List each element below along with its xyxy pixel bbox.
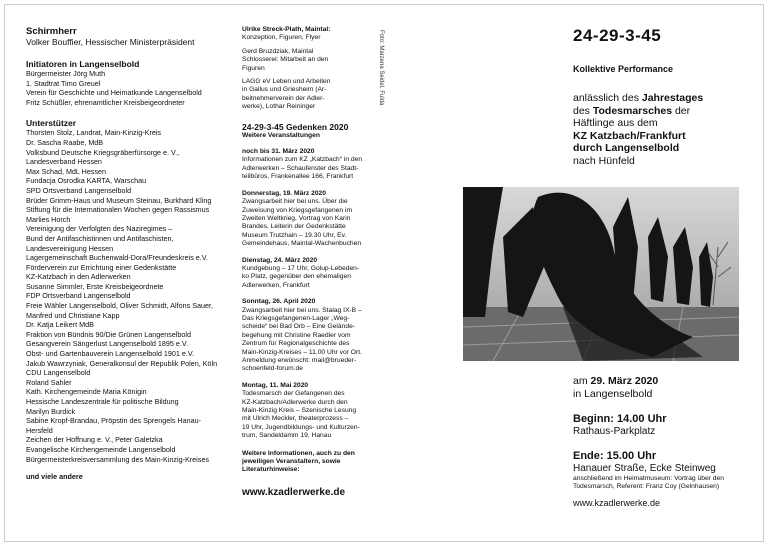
more-info-line: Literaturhinweise:: [242, 466, 300, 474]
supporters-list: [26, 128, 236, 464]
event-text-line: KZ-Katzbach/Adlerwerke durch den: [242, 398, 348, 406]
event-date: am 29. März 2020: [573, 375, 659, 387]
credit-ulrike-text: Konzeption, Figuren, Flyer: [242, 34, 321, 42]
credit-line: beitnehmerverein der Adler-: [242, 94, 325, 102]
events-column: [242, 26, 378, 498]
event-item: [242, 148, 378, 182]
supporters-title: Unterstützer: [26, 118, 77, 129]
description: anlässlich des Jahrestages des Todesmarsches der Häftlinge aus dem KZ Katzbach/Frankfurt durch Langenselbold nach Hünfeld: [573, 92, 704, 167]
initiator-line: Fritz Schüßler, ehrenamtlicher Kreisbeigeordneter: [26, 97, 185, 107]
event-text-line: Museum Trutzhain – 19.30 Uhr, Ev.: [242, 231, 347, 239]
supporter-line: Freie Wähler Langenselbold, Oliver Schmidt, Alfons Sauer,: [26, 301, 213, 311]
event-text-line: ko Platz, gegenüber den ehemaligen: [242, 273, 351, 281]
supporter-line: Fundacja Osrodka KARTA, Warschau: [26, 176, 147, 186]
after-event-line: anschließend im Heimatmuseum: Vortrag über den: [573, 475, 724, 482]
title-column: [573, 26, 753, 167]
event-place: in Langenselbold: [573, 388, 653, 400]
website-link-right[interactable]: www.kzadlerwerke.de: [573, 497, 661, 508]
credit-line: LAGG eV Leben und Arbeiten: [242, 78, 331, 86]
supporter-line: Landesverband Hessen: [26, 157, 102, 167]
event-text-line: Informationen zum KZ „Katzbach“ in den: [242, 156, 363, 164]
supporter-line: Hersfeld: [26, 425, 53, 435]
event-date-heading: Donnerstag, 19. März 2020: [242, 189, 326, 197]
event-item: [242, 298, 378, 374]
event-text-line: Zuweisung von Kriegsgefangenen im: [242, 206, 353, 214]
performance-photo: [463, 187, 739, 361]
event-text-line: Zwangsarbeit hier bei uns. Über die: [242, 198, 348, 206]
event-item: [242, 190, 378, 249]
gedenken-subtitle: Weitere Veranstaltungen: [242, 131, 320, 139]
credit-line: Figuren: [242, 64, 265, 72]
supporter-line: Lagergemeinschaft Buchenwald-Dora/Freundeskreis e.V.: [26, 253, 208, 263]
event-text-line: Anmeldung erwünscht: mail@brueder-: [242, 357, 357, 364]
credit-line: Gerd Bruzdziak, Maintal: [242, 47, 314, 55]
supporter-line: Evangelische Kirchengemeinde Langenselbold: [26, 444, 176, 454]
supporter-line: Manfred und Christiane Kapp: [26, 310, 120, 320]
event-item: [242, 382, 378, 441]
website-link[interactable]: www.kzadlerwerke.de: [242, 486, 346, 498]
patron-title: Schirmherr: [26, 26, 77, 37]
supporter-line: Roland Sahler: [26, 377, 72, 387]
credit-ulrike-name: Ulrike Streck-Plath, Maintal:: [242, 26, 331, 33]
supporter-line: KZ-Katzbach in den Adlerwerken: [26, 272, 131, 282]
supporter-line: Landesvereinigung Hessen: [26, 243, 114, 253]
after-event-note: [573, 475, 763, 492]
event-text-line: schoenfeld-forum.de: [242, 365, 303, 373]
supporter-line: Kath. Kirchengemeinde Maria Königin: [26, 387, 147, 397]
start-time: Beginn: 14.00 Uhr: [573, 413, 667, 425]
end-place: Hanauer Straße, Ecke Steinweg: [573, 463, 716, 474]
supporter-line: Jakub Wawrzyniak, Generalkonsul der Republik Polen, Köln: [26, 358, 218, 368]
supporter-line: Thorsten Stolz, Landrat, Main-Kinzig-Kreis: [26, 128, 162, 138]
supporter-line: FDP Ortsverband Langenselbold: [26, 291, 131, 301]
patron-name: Volker Bouffier, Hessischer Ministerpräsident: [26, 37, 195, 47]
after-event-line: Todesmarsch, Referent: Franz Coy (Gelnhausen): [573, 483, 720, 491]
start-place: Rathaus-Parkplatz: [573, 426, 656, 437]
supporter-line: SPD Ortsverband Langenselbold: [26, 185, 132, 195]
supporter-line: Max Schad, MdL Hessen: [26, 166, 107, 176]
supporter-line: Marlies Horch: [26, 214, 71, 224]
event-text-line: 19 Uhr, Jugendbildungs- und Kulturzen-: [242, 423, 360, 431]
event-text-line: Adlerwerken, Frankfurt: [242, 281, 310, 289]
supporter-line: Marilyn Burdick: [26, 406, 76, 416]
event-date-heading: Sonntag, 26. April 2020: [242, 298, 316, 306]
initiators-title: Initiatoren in Langenselbold: [26, 59, 140, 69]
event-text-line: mit Ulrich Meckler, theaterprozess –: [242, 415, 349, 423]
credit-gerd: [242, 48, 378, 73]
photo-credit: Foto: Marzena Seidel, Fulda: [378, 30, 384, 106]
initiators-list: [26, 69, 236, 107]
end-time: Ende: 15.00 Uhr: [573, 450, 657, 462]
supporter-line: Dr. Katja Leikert MdB: [26, 320, 94, 330]
event-text-line: begehung mit Christine Raedler vom: [242, 331, 351, 339]
event-text-line: Adlerwerken – Schaufenster des Stadt-: [242, 164, 359, 172]
supporter-line: Susanne Simmler, Erste Kreisbeigeordnete: [26, 281, 164, 291]
event-date-heading: noch bis 31. März 2020: [242, 148, 315, 156]
event-text-line: Kundgebung – 17 Uhr, Golup-Lebeden-: [242, 264, 360, 272]
supporter-line: Bürgermeisterkreisversammlung des Main-Kinzig-Kreises: [26, 454, 209, 464]
photo-illustration: [463, 187, 739, 361]
event-text-line: trum, Sandeldamm 19, Hanau: [242, 432, 332, 440]
event-text-line: Das Kriegsgefangenen-Lager „Weg-: [242, 314, 350, 322]
more-info: [242, 450, 378, 475]
event-text-line: teilbüros, Frankenallee 166, Frankfurt: [242, 173, 354, 181]
event-text-line: Gemeindehaus, Maintal-Wachenbuchen: [242, 240, 362, 248]
more-info-line: jeweiligen Veranstaltern, sowie: [242, 458, 341, 466]
supporter-line: Brüder Grimm-Haus und Museum Steinau, Burkhard Kling: [26, 195, 212, 205]
performance-label: Kollektive Performance: [573, 64, 674, 74]
supporter-line: Bund der Antifaschistinnen und Antifaschisten,: [26, 233, 174, 243]
supporter-line: Stiftung für die Internationalen Wochen gegen Rassismus: [26, 205, 210, 215]
credit-line: Schlosserei: Mitarbeit an den: [242, 56, 329, 64]
supporter-line: CDU Langenselbold: [26, 368, 91, 378]
main-title: 24-29-3-45: [573, 26, 662, 45]
supporter-line: Hessische Landeszentrale für politische Bildung: [26, 397, 179, 406]
credit-line: werke), Lothar Reininger: [242, 103, 316, 111]
event-text-line: scheide“ bei Bad Orb – Eine Gelände-: [242, 323, 356, 331]
supporters-column: [26, 26, 236, 482]
event-text-line: Zwangsarbeit hier bei uns. Stalag IX-B –: [242, 306, 362, 314]
initiator-line: 1. Stadtrat Timo Greuel: [26, 78, 101, 88]
event-details: [573, 375, 763, 508]
event-item: [242, 257, 378, 291]
supporter-line: Zeichen der Hoffnung e. V., Peter Galetzka: [26, 435, 163, 445]
event-text-line: Main-Kinzig Kreis – Szenische Lesung: [242, 407, 357, 415]
supporter-line: Förderverein zur Errichtung einer Gedenkstätte: [26, 262, 177, 272]
event-text-line: Zweiten Weltkrieg, Vortrag von Karin: [242, 214, 351, 222]
initiator-line: Bürgermeister Jörg Muth: [26, 69, 106, 78]
credit-lagg: [242, 78, 378, 112]
initiator-line: Verein für Geschichte und Heimatkunde Langenselbold: [26, 88, 202, 98]
supporter-line: Obst- und Gartenbauverein Langenselbold 1901 e.V.: [26, 349, 194, 359]
event-text-line: Main-Kinzig-Kreises – 11.00 Uhr vor Ort.: [242, 348, 362, 356]
event-text-line: Brandes, Leiterin der Gedenkstätte: [242, 223, 346, 231]
supporter-line: Vereinigung der Verfolgten des Naziregimes –: [26, 224, 173, 234]
credit-line: in Gallus und Griesheim (Ar-: [242, 86, 327, 94]
event-text-line: Todesmarsch der Gefangenen des: [242, 390, 345, 398]
event-date-heading: Dienstag, 24. März 2020: [242, 256, 318, 264]
supporter-line: Sabine Kropf-Brandau, Pröpstin des Sprengels Hanau-: [26, 416, 202, 426]
supporter-line: Dr. Sascha Raabe, MdB: [26, 137, 104, 147]
supporter-line: Volksbund Deutsche Kriegsgräberfürsorge e. V.,: [26, 147, 180, 157]
supporter-line: Fraktion von Bündnis 90/Die Grünen Langenselbold: [26, 329, 192, 339]
supporters-footer: und viele andere: [26, 472, 83, 482]
event-date-heading: Montag, 11. Mai 2020: [242, 381, 309, 389]
supporter-line: Gesangverein Sängerlust Langenselbold 1895 e.V.: [26, 339, 188, 349]
gedenken-title: 24-29-3-45 Gedenken 2020: [242, 121, 349, 132]
more-info-line: Weitere Informationen, auch zu den: [242, 449, 355, 457]
events-list: [242, 148, 378, 441]
event-text-line: Zentrum für Regionalgeschichte des: [242, 340, 350, 348]
